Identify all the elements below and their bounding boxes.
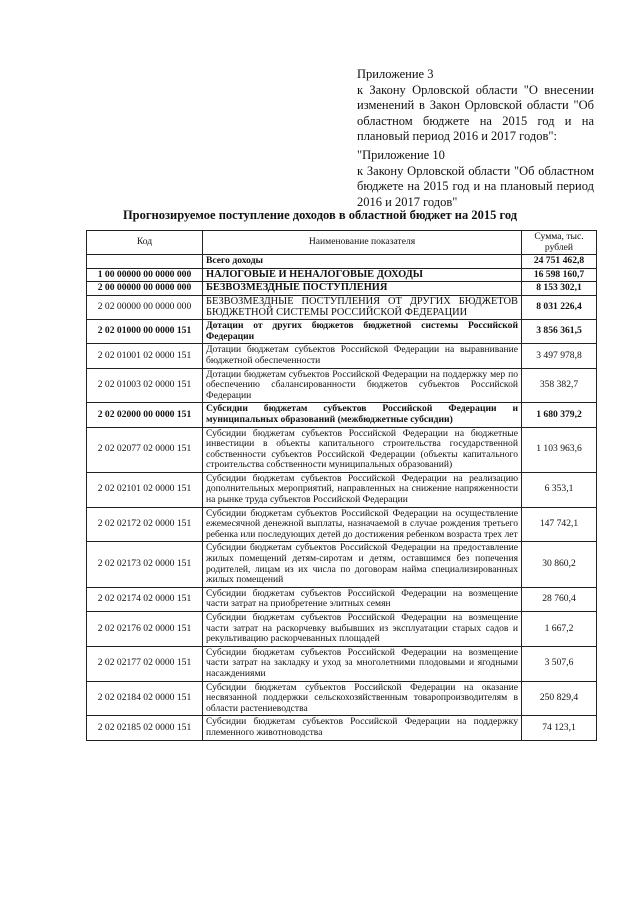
table-row (87, 612, 597, 647)
row-code (87, 255, 203, 269)
table-row (87, 268, 597, 282)
row-sum: 74 123,1 (522, 716, 597, 740)
row-code: 2 02 02177 02 0000 151 (87, 646, 203, 681)
row-code: 2 02 02184 02 0000 151 (87, 681, 203, 716)
row-sum: 8 153 302,1 (522, 282, 597, 296)
row-name: Субсидии бюджетам субъектов Российской Федерации на реализацию дополнительных мероприятий, направленных на снижение напряженности на рынке труда субъектов Российской Федерации (203, 472, 522, 507)
row-name: Субсидии бюджетам субъектов Российской Федерации на поддержку племенного животноводства (203, 716, 522, 740)
table-row (87, 368, 597, 403)
row-sum: 147 742,1 (522, 507, 597, 542)
row-name: БЕЗВОЗМЕЗДНЫЕ ПОСТУПЛЕНИЯ (203, 282, 522, 296)
table-row (87, 344, 597, 368)
row-code: 2 02 02172 02 0000 151 (87, 507, 203, 542)
row-sum: 16 598 160,7 (522, 268, 597, 282)
row-code: 2 02 02174 02 0000 151 (87, 587, 203, 611)
appendix-3-text: к Закону Орловской области "О внесении изменений в Закон Орловской области "Об областном бюджете на 2015 год и на плановый период 2016 и 2017 годов": (357, 82, 594, 143)
row-sum: 1 680 379,2 (522, 403, 597, 427)
row-sum: 3 497 978,8 (522, 344, 597, 368)
header-sum: Сумма, тыс. рублей (522, 231, 597, 255)
table-row (87, 320, 597, 344)
row-name: Субсидии бюджетам субъектов Российской Федерации и муниципальных образований (межбюджетные субсидии) (203, 403, 522, 427)
appendix-3-note (357, 67, 594, 145)
table-row (87, 282, 597, 296)
row-name: Субсидии бюджетам субъектов Российской Федерации на оказание несвязанной поддержки сельскохозяйственным товаропроизводителям в области растениеводства (203, 681, 522, 716)
row-sum: 24 751 462,8 (522, 255, 597, 269)
row-name: Всего доходы (203, 255, 522, 269)
row-code: 2 02 02176 02 0000 151 (87, 612, 203, 647)
row-sum: 8 031 226,4 (522, 295, 597, 319)
header-name: Наименование показателя (203, 231, 522, 255)
row-name: Субсидии бюджетам субъектов Российской Федерации на возмещение части затрат на закладку и уход за многолетними плодовыми и ягодными насаждениями (203, 646, 522, 681)
row-name: Субсидии бюджетам субъектов Российской Федерации на бюджетные инвестиции в объекты капитального строительства государственной собственности субъектов Российской Федерации (объекты капитального строительства собственности муниципальных образований) (203, 427, 522, 472)
table-row (87, 587, 597, 611)
row-name: Дотации от других бюджетов бюджетной системы Российской Федерации (203, 320, 522, 344)
row-code: 2 02 02000 00 0000 151 (87, 403, 203, 427)
row-sum: 250 829,4 (522, 681, 597, 716)
appendix-10-note (357, 148, 594, 210)
row-sum: 1 667,2 (522, 612, 597, 647)
row-name: Субсидии бюджетам субъектов Российской Федерации на предоставление жилых помещений детям-сиротам и детям, оставшимся без попечения родителей, лицам из их числа по договорам найма специализированных жилых помещений (203, 542, 522, 587)
row-code: 2 02 02185 02 0000 151 (87, 716, 203, 740)
row-code: 1 00 00000 00 0000 000 (87, 268, 203, 282)
row-sum: 3 507,6 (522, 646, 597, 681)
table-row (87, 472, 597, 507)
row-name: Дотации бюджетам субъектов Российской Федерации на поддержку мер по обеспечению сбалансированности бюджетов субъектов Российской Федерации (203, 368, 522, 403)
row-sum: 3 856 361,5 (522, 320, 597, 344)
revenue-table (86, 230, 597, 741)
row-name: Субсидии бюджетам субъектов Российской Федерации на осуществление ежемесячной денежной выплаты, назначаемой в случае рождения третьего ребенка или последующих детей до достижения ребенком возраста трех лет (203, 507, 522, 542)
row-sum: 30 860,2 (522, 542, 597, 587)
row-name: Дотации бюджетам субъектов Российской Федерации на выравнивание бюджетной обеспеченности (203, 344, 522, 368)
table-row (87, 646, 597, 681)
document-title: Прогнозируемое поступление доходов в областной бюджет на 2015 год (122, 208, 518, 222)
table-row (87, 716, 597, 740)
table-row (87, 507, 597, 542)
row-name: НАЛОГОВЫЕ И НЕНАЛОГОВЫЕ ДОХОДЫ (203, 268, 522, 282)
row-sum: 358 382,7 (522, 368, 597, 403)
table-header-row (87, 231, 597, 255)
row-code: 2 02 02101 02 0000 151 (87, 472, 203, 507)
table-row (87, 295, 597, 319)
table-row (87, 427, 597, 472)
row-name: Субсидии бюджетам субъектов Российской Федерации на возмещение части затрат на раскорчевку выбывших из эксплуатации старых садов и рекультивацию раскорчеванных площадей (203, 612, 522, 647)
row-sum: 6 353,1 (522, 472, 597, 507)
row-sum: 1 103 963,6 (522, 427, 597, 472)
header-code: Код (87, 231, 203, 255)
table-row (87, 255, 597, 269)
appendix-3-heading: Приложение 3 (357, 67, 434, 81)
table-row (87, 403, 597, 427)
row-sum: 28 760,4 (522, 587, 597, 611)
row-code: 2 02 02173 02 0000 151 (87, 542, 203, 587)
row-code: 2 02 01003 02 0000 151 (87, 368, 203, 403)
row-code: 2 00 00000 00 0000 000 (87, 282, 203, 296)
row-code: 2 02 00000 00 0000 000 (87, 295, 203, 319)
row-code: 2 02 02077 02 0000 151 (87, 427, 203, 472)
table-row (87, 681, 597, 716)
row-name: БЕЗВОЗМЕЗДНЫЕ ПОСТУПЛЕНИЯ ОТ ДРУГИХ БЮДЖЕТОВ БЮДЖЕТНОЙ СИСТЕМЫ РОССИЙСКОЙ ФЕДЕРАЦИИ (203, 295, 522, 319)
row-code: 2 02 01001 02 0000 151 (87, 344, 203, 368)
appendix-10-text: к Закону Орловской области "Об областном бюджете на 2015 год и на плановый период 2016 и 2017 годов" (357, 163, 594, 209)
row-name: Субсидии бюджетам субъектов Российской Федерации на возмещение части затрат на приобретение элитных семян (203, 587, 522, 611)
appendix-10-heading: "Приложение 10 (357, 148, 445, 162)
table-row (87, 542, 597, 587)
row-code: 2 02 01000 00 0000 151 (87, 320, 203, 344)
